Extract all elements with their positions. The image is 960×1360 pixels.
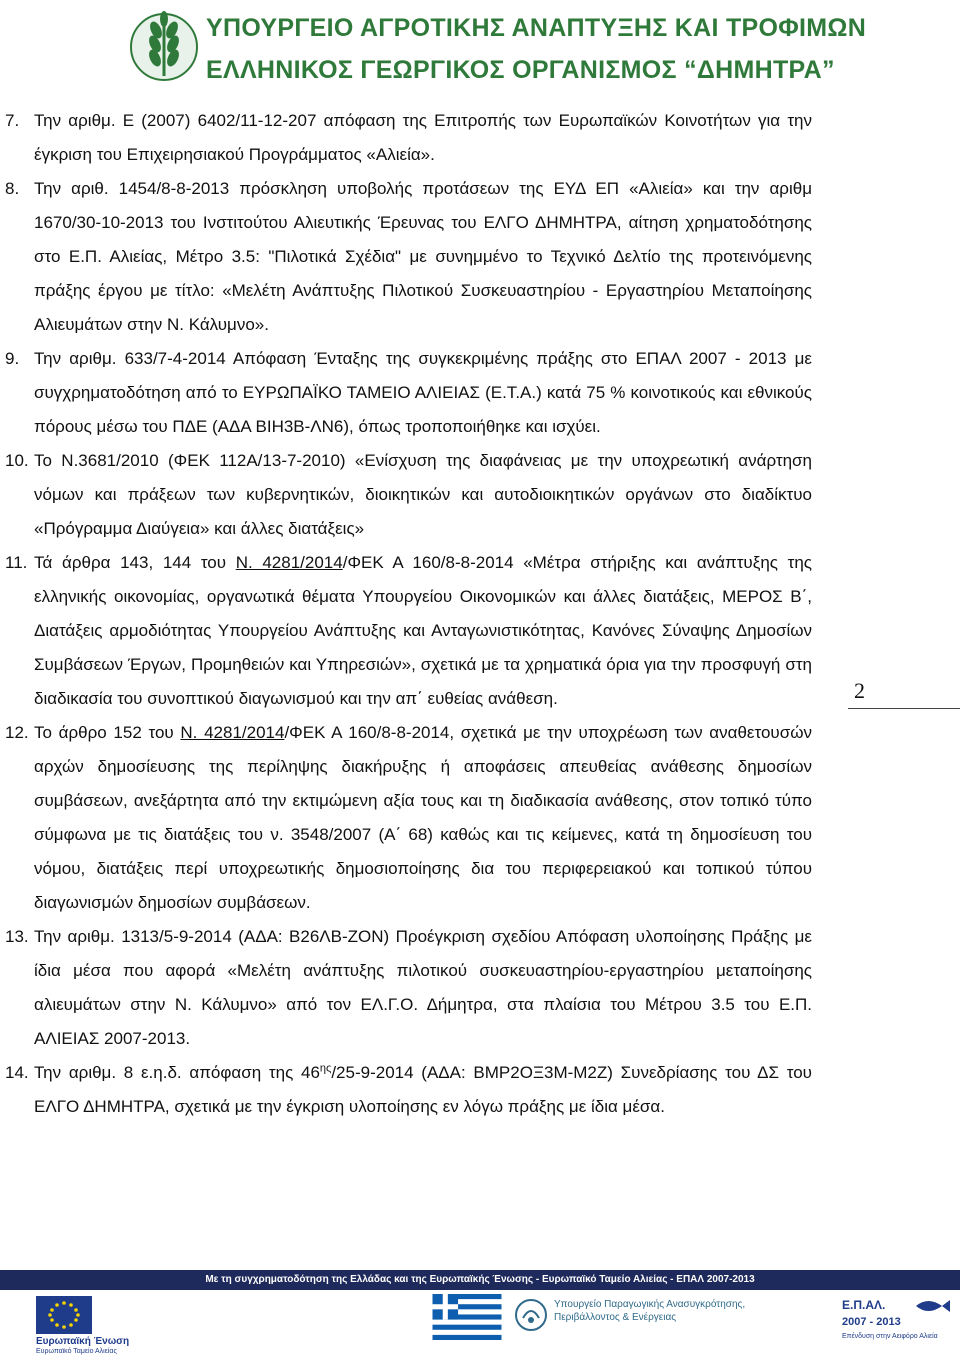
list-item (0, 172, 812, 342)
eu-sublabel: Ευρωπαϊκό Ταμείο Αλιείας (36, 1348, 117, 1355)
list-item (0, 546, 812, 716)
list-item (0, 920, 812, 1056)
list-item (0, 1056, 812, 1124)
epal-sublabel: Επένδυση στην Αειφόρο Αλιεία (842, 1333, 938, 1340)
ministry-logo-block (514, 1296, 774, 1356)
item-number: 9. (5, 349, 20, 368)
item-text: Το Ν.3681/2010 (ΦΕΚ 112Α/13-7-2010) «Ενίσχυση της διαφάνειας με την υποχρεωτική ανάρτηση νόμων και πράξεων των κυβερνητικών, διοικητικών και αυτοδιοικητικών οργάνων στο διαδίκτυο «Πρόγραμμα Διαύγεια» και άλλες διατάξεις» (34, 451, 812, 538)
epal-logo-block (842, 1296, 954, 1356)
fish-icon (912, 1296, 952, 1316)
wheat-logo-icon (130, 6, 198, 88)
org-name-ministry: ΥΠΟΥΡΓΕΙΟ ΑΓΡΟΤΙΚΗΣ ΑΝΑΠΤΥΞΗΣ ΚΑΙ ΤΡΟΦΙΜΩΝ (206, 14, 867, 42)
item-text-pre: Το άρθρο 152 του (34, 723, 181, 742)
page-number-rule (848, 708, 960, 709)
law-link[interactable]: Ν. 4281/2014 (180, 723, 285, 742)
greek-flag-icon (432, 1294, 502, 1340)
item-number: 8. (5, 179, 20, 198)
footer-logos (0, 1292, 960, 1360)
page-number: 2 (854, 678, 865, 703)
law-link[interactable]: Ν. 4281/2014 (235, 553, 343, 572)
item-text-post: /25-9-2014 (ΑΔΑ: ΒΜΡ2ΟΞ3Μ-Μ2Ζ) Συνεδρίασης του ΔΣ του ΕΛΓΟ ΔΗΜΗΤΡΑ, σχετικά με την έγκριση υλοποίησης εν λόγω πράξης με ίδια μέσα. (34, 1063, 812, 1116)
epal-title: Ε.Π.ΑΛ. (842, 1298, 886, 1312)
list-item (0, 342, 812, 444)
letterhead (0, 0, 960, 96)
item-number: 13. (5, 927, 29, 946)
item-number: 12. (5, 723, 29, 742)
item-text: Την αριθ. 1454/8-8-2013 πρόσκληση υποβολής προτάσεων της ΕΥΔ ΕΠ «Αλιεία» και την αριθμ 1670/30-10-2013 του Ινστιτούτου Αλιευτικής Έρευνας του ΕΛΓΟ ΔΗΜΗΤΡΑ, αίτηση χρηματοδότησης στο Ε.Π. Αλιείας, Μέτρο 3.5: "Πιλοτικά Σχέδια" με συνημμένο το Τεχνικό Δελτίο της προτεινόμενης πράξης έργου με τίτλο: «Μελέτη Ανάπτυξης Πιλοτικού Συσκευαστηρίου - Εργαστηρίου Μεταποίησης Αλιευμάτων στην Ν. Κάλυμνο». (34, 179, 812, 334)
item-text-post: /ΦΕΚ Α 160/8-8-2014 «Μέτρα στήριξης και ανάπτυξης της ελληνικής οικονομίας, οργανωτικά θέματα Υπουργείου Οικονομικών και άλλες διατάξεις, ΜΕΡΟΣ Β΄, Διατάξεις αρμοδιότητας Υπουργείου Ανάπτυξης και Ανταγωνιστικότητας, Κανόνες Σύναψης Δημοσίων Συμβάσεων Έργων, Προμηθειών και Υπηρεσιών», σχετικά με τα χρηματικά όρια για την προσφυγή στη διαδικασία του συνοπτικού διαγωνισμού και την απ΄ ευθείας ανάθεση. (34, 553, 812, 708)
list-item (0, 716, 812, 920)
org-name-elgo: ΕΛΛΗΝΙΚΟΣ ΓΕΩΡΓΙΚΟΣ ΟΡΓΑΝΙΣΜΟΣ “ΔΗΜΗΤΡΑ” (206, 56, 835, 84)
item-number: 7. (5, 111, 20, 130)
epal-years: 2007 - 2013 (842, 1316, 901, 1328)
list-item (0, 444, 812, 546)
item-text-pre: Την αριθμ. 8 ε.η.δ. απόφαση της 46 (34, 1063, 320, 1082)
eu-logo-block (36, 1296, 212, 1356)
item-number: 14. (5, 1063, 29, 1082)
ministry-emblem-icon (514, 1296, 548, 1334)
list-item (0, 104, 812, 172)
item-text-post: /ΦΕΚ Α 160/8-8-2014, σχετικά με την υποχρέωση των αναθετουσών αρχών δημοσίευσης της περίληψης διακήρυξης ή αποφάσεις απευθείας ανάθεσης δημοσίων συμβάσεων, ανεξάρτητα από την εκτιμώμενη αξία τους και τη διαδικασία ανάθεσης, στον τοπικό τύπο σύμφωνα με τις διατάξεις του ν. 3548/2007 (Α΄ 68) καθώς και τις κείμενες, κατά τη δημοσίευση του νόμου, διατάξεις περί υποχρεωτικής δημοσιοποίησης δια του περιφερειακού και τοπικού τύπου διαγωνισμών δημοσίων συμβάσεων. (34, 723, 812, 912)
eu-label: Ευρωπαϊκή Ένωση (36, 1336, 130, 1347)
item-number: 10. (5, 451, 29, 470)
eu-flag-icon (36, 1296, 92, 1334)
item-text-pre: Τά άρθρα 143, 144 του (34, 553, 236, 572)
item-text: Την αριθμ. 1313/5-9-2014 (ΑΔΑ: Β26ΛΒ-ΖΟΝ) Προέγκριση σχεδίου Απόφαση υλοποίησης Πράξης με ίδια μέσα που αφορά «Μελέτη ανάπτυξης πιλοτικού συσκευαστηρίου-εργαστηρίου μεταποίησης αλιευμάτων στην Ν. Κάλυμνο» από τον ΕΛ.Γ.Ο. Δήμητρα, στα πλαίσια του Μέτρου 3.5 του Ε.Π. ΑΛΙΕΙΑΣ 2007-2013. (34, 927, 812, 1048)
ordinal-superscript: ης (319, 1062, 332, 1075)
document-body (0, 104, 812, 1124)
item-text: Την αριθμ. Ε (2007) 6402/11-12-207 απόφαση της Επιτροπής των Ευρωπαϊκών Κοινοτήτων για την έγκριση του Επιχειρησιακού Προγράμματος «Αλιεία». (34, 111, 812, 164)
funding-banner: Με τη συγχρηματοδότηση της Ελλάδας και της Ευρωπαϊκής Ένωσης - Ευρωπαϊκό Ταμείο Αλιείας - ΕΠΑΛ 2007-2013 (0, 1270, 960, 1290)
item-text: Την αριθμ. 633/7-4-2014 Απόφαση Ένταξης της συγκεκριμένης πράξης στο ΕΠΑΛ 2007 - 2013 με συγχρηματοδότηση από το ΕΥΡΩΠΑΪΚΟ ΤΑΜΕΙΟ ΑΛΙΕΙΑΣ (Ε.Τ.Α.) κατά 75 % κοινοτικούς και εθνικούς πόρους μέσω του ΠΔΕ (ΑΔΑ ΒΙΗ3Β-ΛΝ6), όπως τροποποιήθηκε και ισχύει. (34, 349, 812, 436)
ministry-label: Υπουργείο Παραγωγικής Ανασυγκρότησης, Περιβάλλοντος & Ενέργειας (554, 1299, 746, 1323)
item-number: 11. (5, 553, 28, 572)
